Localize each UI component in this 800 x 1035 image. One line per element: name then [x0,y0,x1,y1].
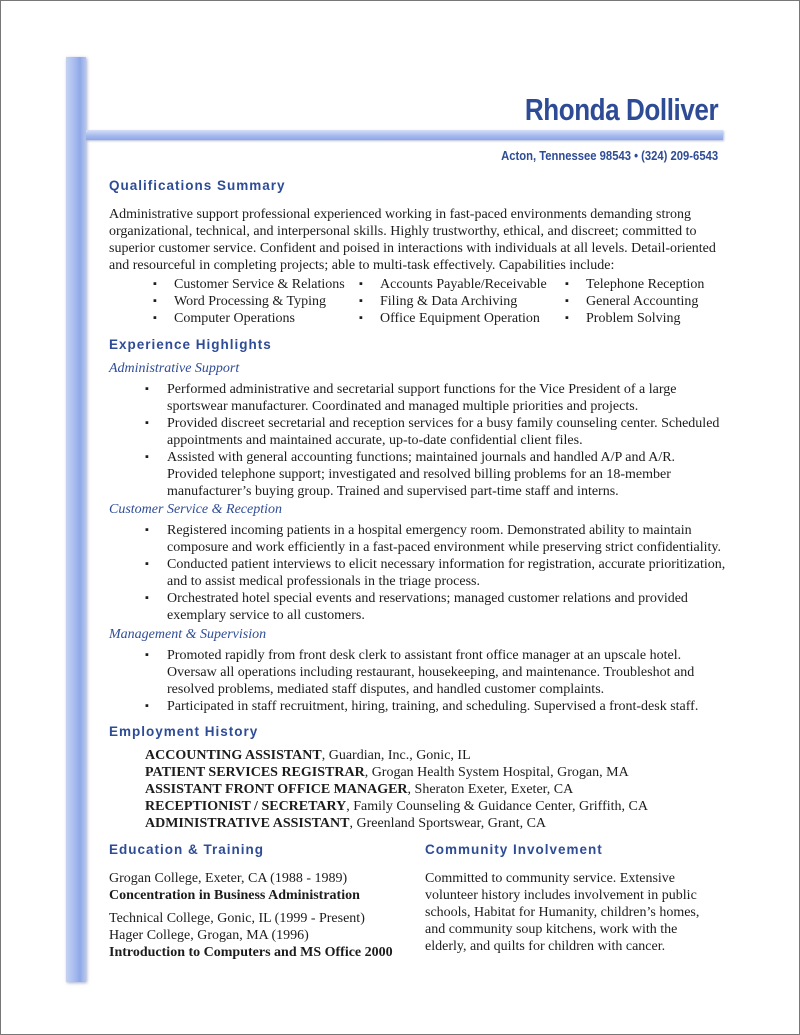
employment-list [145,747,648,832]
community-text: Committed to community service. Extensive volunteer history includes involvement in public schools, Habitat for Humanity, children’s homes, and community soup kitchens, work with the elderly, and quilts for children with cancer. [425,871,700,954]
job-details: , Sheraton Exeter, Exeter, CA [407,782,574,797]
capability-item: ▪ Word Processing & Typing [153,293,345,310]
job-role: RECEPTIONIST / SECRETARY [145,799,347,814]
admin-support-subheading: Administrative Support [109,361,240,376]
job-entry [145,764,648,781]
job-role: ASSISTANT FRONT OFFICE MANAGER [145,782,408,797]
capability-item: ▪ Filing & Data Archiving [359,293,547,310]
capabilities-column-2 [359,276,547,327]
community-heading: Community Involvement [425,842,603,857]
qualifications-heading: Qualifications Summary [109,178,286,193]
job-role: PATIENT SERVICES REGISTRAR [145,765,365,780]
employment-heading: Employment History [109,724,259,739]
decorative-vertical-bar [66,57,86,982]
bullet-item: ▪ Orchestrated hotel special events and reservations; managed customer relations and provided exemplary service to all customers. [145,590,727,624]
capability-item: ▪ Computer Operations [153,310,345,327]
management-bullets [145,647,727,715]
capability-item: ▪ Telephone Reception [565,276,704,293]
bullet-item: ▪ Provided discreet secretarial and reception services for a busy family counseling center. Scheduled appointments and maintained accurate, up-to-date confidential client files. [145,415,727,449]
education-line: Introduction to Computers and MS Office 2000 [109,945,393,960]
education-line: Technical College, Gonic, IL (1999 - Present) [109,911,365,926]
bullet-item: ▪ Participated in staff recruitment, hiring, training, and scheduling. Supervised a front-desk staff. [145,698,727,715]
capabilities-column-3 [565,276,704,327]
education-line: Grogan College, Exeter, CA (1988 - 1989) [109,871,348,886]
education-block [109,870,409,961]
capability-item: ▪ General Accounting [565,293,704,310]
job-role: ADMINISTRATIVE ASSISTANT [145,816,350,831]
customer-service-subheading: Customer Service & Reception [109,502,283,517]
decorative-horizontal-bar [86,130,723,140]
job-details: , Guardian, Inc., Gonic, IL [321,748,471,763]
contact-info: Acton, Tennessee 98543 • (324) 209-6543 [501,149,718,163]
job-entry [145,815,648,832]
education-line: Concentration in Business Administration [109,888,360,903]
capability-item: ▪ Office Equipment Operation [359,310,547,327]
bullet-item: ▪ Registered incoming patients in a hospital emergency room. Demonstrated ability to maintain composure and work efficiently in a fast-paced environment while preserving strict confidentiality. [145,522,727,556]
management-subheading: Management & Supervision [109,627,267,642]
customer-service-bullets [145,522,727,624]
job-entry [145,747,648,764]
education-heading: Education & Training [109,842,265,857]
job-details: , Greenland Sportswear, Grant, CA [349,816,547,831]
education-line: Hager College, Grogan, MA (1996) [109,928,309,943]
capability-item: ▪ Accounts Payable/Receivable [359,276,547,293]
bullet-item: ▪ Assisted with general accounting functions; maintained journals and handled A/P and A/R. Provided telephone support; investigated and resolved billing problems for an 18-member manufacturer’s buying group. Trained and supervised part-time staff and interns. [145,449,727,500]
capability-item: ▪ Problem Solving [565,310,704,327]
admin-support-bullets [145,381,727,500]
resume-name: Rhonda Dolliver [524,92,718,127]
job-entry [145,781,648,798]
capabilities-column-1 [153,276,345,327]
bullet-item: ▪ Conducted patient interviews to elicit necessary information for registration, accurate prioritization, and to assist medical professionals in the triage process. [145,556,727,590]
bullet-item: ▪ Performed administrative and secretarial support functions for the Vice President of a large sportswear manufacturer. Coordinated and managed multiple priorities and projects. [145,381,727,415]
job-details: , Grogan Health System Hospital, Grogan, MA [364,765,629,780]
job-entry [145,798,648,815]
job-details: , Family Counseling & Guidance Center, Griffith, CA [346,799,648,814]
bullet-item: ▪ Promoted rapidly from front desk clerk to assistant front office manager at an upscale hotel. Oversaw all operations including restaurant, housekeeping, and maintenance. Troubleshot and resolved problems, mediated staff disputes, and handled customer complaints. [145,647,727,698]
qualifications-summary: Administrative support professional experienced working in fast-paced environments demanding strong organizational, technical, and interpersonal skills. Highly trustworthy, ethical, and discreet; committed to superior customer service. Confident and poised in interactions with individuals at all levels. Detail-oriented and resourceful in completing projects; able to multi-task effectively. Capabilities include: [109,207,716,273]
job-role: ACCOUNTING ASSISTANT [145,748,322,763]
experience-heading: Experience Highlights [109,337,272,352]
capability-item: ▪ Customer Service & Relations [153,276,345,293]
